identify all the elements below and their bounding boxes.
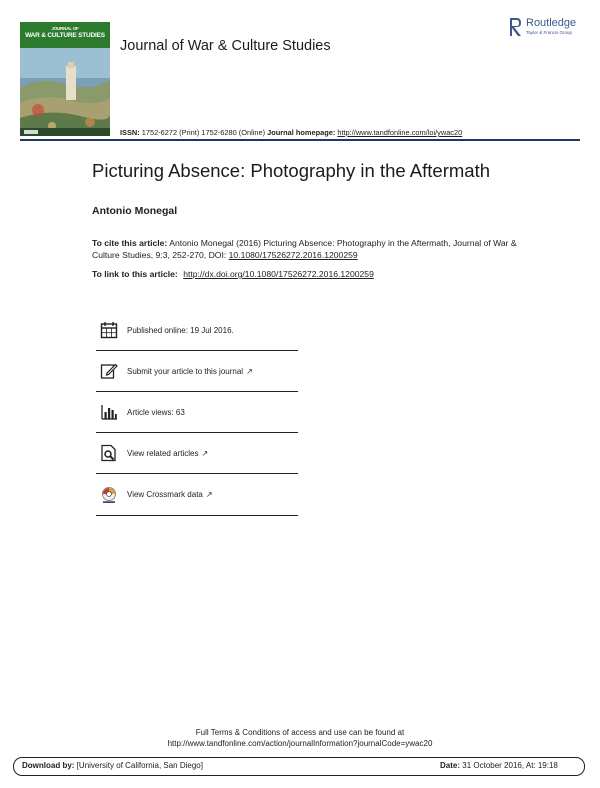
downloaded-by <box>22 761 203 770</box>
downloaded-label: Download by: <box>22 761 75 770</box>
journal-cover-image <box>20 22 110 136</box>
published-date-text: Published online: 19 Jul 2016. <box>127 325 234 335</box>
homepage-link[interactable]: http://www.tandfonline.com/loi/ywac20 <box>337 128 463 137</box>
related-articles-link[interactable]: View related articles <box>127 448 199 458</box>
issn-label: ISSN: <box>120 128 140 137</box>
meta-row-views <box>96 392 298 433</box>
related-articles-icon <box>100 444 118 462</box>
cover-journal-line0: JOURNAL OF <box>51 26 79 31</box>
meta-row-crossmark[interactable] <box>96 474 298 516</box>
issn-line <box>120 128 462 137</box>
article-title: Picturing Absence: Photography in the Aftermath <box>92 160 490 181</box>
crossmark-icon <box>100 486 118 504</box>
routledge-r-icon <box>509 16 523 38</box>
citation-block <box>92 237 532 261</box>
cite-label: To cite this article: <box>92 238 168 248</box>
article-author: Antonio Monegal <box>92 205 178 217</box>
terms-line: Full Terms & Conditions of access and use can be found at <box>195 728 405 737</box>
edit-icon <box>100 362 118 380</box>
crossmark-link[interactable]: View Crossmark data <box>127 490 203 499</box>
cover-journal-line1: WAR & CULTURE STUDIES <box>25 32 105 39</box>
terms-url[interactable]: http://www.tandfonline.com/action/journalInformation?journalCode=ywac20 <box>167 739 433 748</box>
article-doi-url[interactable]: http://dx.doi.org/10.1080/17526272.2016.1200259 <box>183 269 374 279</box>
meta-row-submit[interactable] <box>96 351 298 392</box>
cover-journal-title <box>23 26 107 39</box>
article-meta-list <box>96 310 298 516</box>
date-label: Date: <box>440 761 461 770</box>
terms-notice <box>0 727 600 749</box>
journal-title: Journal of War & Culture Studies <box>120 38 331 54</box>
cover-header-band <box>20 22 110 48</box>
bar-chart-icon <box>100 403 118 421</box>
downloaded-by-value: [University of California, San Diego] <box>76 761 203 770</box>
issn-online: 1752-6280 (Online) <box>201 128 266 137</box>
crossmark-arrow-icon: ↗ <box>205 490 213 499</box>
article-views-text: Article views: 63 <box>127 407 185 417</box>
publisher-name: Routledge <box>526 17 577 29</box>
link-label: To link to this article: <box>92 269 178 279</box>
link-line <box>92 269 374 279</box>
meta-row-related[interactable] <box>96 433 298 474</box>
header-divider <box>20 139 580 141</box>
publisher-logo[interactable] <box>509 16 585 40</box>
submit-article-link[interactable]: Submit your article to this journal <box>127 366 244 376</box>
homepage-label: Journal homepage: <box>267 128 336 137</box>
external-link-icon: ↗ <box>201 448 209 458</box>
download-date <box>440 761 558 770</box>
date-value: 31 October 2016, At: 19:18 <box>462 761 558 770</box>
meta-row-published <box>96 310 298 351</box>
external-link-icon: ↗ <box>246 366 253 376</box>
cite-text: Antonio Monegal (2016) Picturing Absence: Photography in the Aftermath, Journal of War & Culture Studies, 9:3, 252-270, DOI: <box>92 238 517 260</box>
calendar-icon <box>100 321 118 339</box>
cover-artwork <box>20 48 110 136</box>
publisher-tagline: Taylor & Francis Group <box>526 30 573 35</box>
cite-doi-link[interactable]: 10.1080/17526272.2016.1200259 <box>228 250 358 260</box>
issn-print: 1752-6272 (Print) <box>141 128 200 137</box>
